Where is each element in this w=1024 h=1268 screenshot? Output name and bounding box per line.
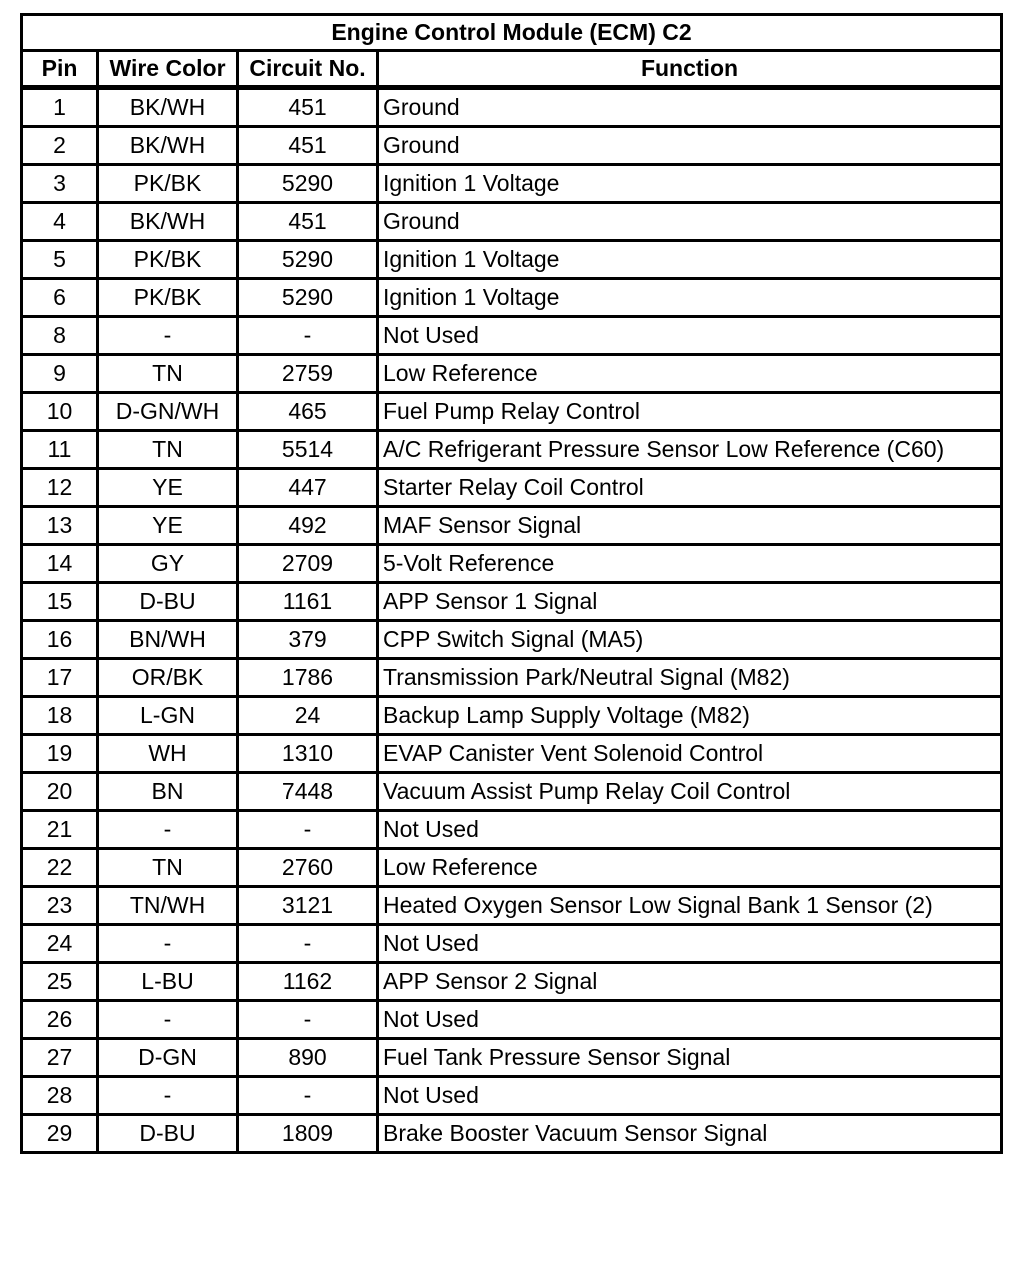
cell-pin: 20 (22, 773, 98, 811)
table-row (22, 279, 1002, 317)
table-row (22, 545, 1002, 583)
cell-pin: 10 (22, 393, 98, 431)
cell-wire-color: PK/BK (98, 279, 238, 317)
table-title: Engine Control Module (ECM) C2 (22, 15, 1002, 51)
cell-wire-color: D-BU (98, 583, 238, 621)
table-row (22, 1001, 1002, 1039)
cell-function: Not Used (378, 317, 1002, 355)
cell-function: Not Used (378, 811, 1002, 849)
table-body (22, 88, 1002, 1153)
cell-circuit-no: 5290 (238, 165, 378, 203)
cell-function: Fuel Pump Relay Control (378, 393, 1002, 431)
cell-pin: 5 (22, 241, 98, 279)
cell-wire-color: TN (98, 849, 238, 887)
cell-function: Backup Lamp Supply Voltage (M82) (378, 697, 1002, 735)
cell-pin: 8 (22, 317, 98, 355)
cell-pin: 2 (22, 127, 98, 165)
cell-wire-color: BK/WH (98, 203, 238, 241)
cell-function: 5-Volt Reference (378, 545, 1002, 583)
cell-pin: 21 (22, 811, 98, 849)
cell-function: Ground (378, 203, 1002, 241)
table-row (22, 963, 1002, 1001)
cell-pin: 4 (22, 203, 98, 241)
cell-circuit-no: 5290 (238, 241, 378, 279)
cell-function: Vacuum Assist Pump Relay Coil Control (378, 773, 1002, 811)
table-row (22, 431, 1002, 469)
table-row (22, 887, 1002, 925)
cell-circuit-no: 465 (238, 393, 378, 431)
cell-wire-color: TN (98, 355, 238, 393)
cell-circuit-no: 1161 (238, 583, 378, 621)
cell-function: A/C Refrigerant Pressure Sensor Low Reference (C60) (378, 431, 1002, 469)
cell-wire-color: PK/BK (98, 241, 238, 279)
cell-function: CPP Switch Signal (MA5) (378, 621, 1002, 659)
column-header-circuit-no: Circuit No. (238, 51, 378, 88)
table-row (22, 1039, 1002, 1077)
table-row (22, 393, 1002, 431)
column-header-pin: Pin (22, 51, 98, 88)
table-row (22, 583, 1002, 621)
cell-function: Heated Oxygen Sensor Low Signal Bank 1 Sensor (2) (378, 887, 1002, 925)
cell-function: MAF Sensor Signal (378, 507, 1002, 545)
cell-pin: 22 (22, 849, 98, 887)
cell-circuit-no: - (238, 925, 378, 963)
cell-circuit-no: 2709 (238, 545, 378, 583)
cell-pin: 6 (22, 279, 98, 317)
table-row (22, 925, 1002, 963)
cell-function: Ignition 1 Voltage (378, 165, 1002, 203)
cell-wire-color: - (98, 811, 238, 849)
cell-wire-color: BN (98, 773, 238, 811)
cell-pin: 23 (22, 887, 98, 925)
cell-circuit-no: 1310 (238, 735, 378, 773)
table-row (22, 1115, 1002, 1153)
cell-function: Ground (378, 127, 1002, 165)
table-row (22, 735, 1002, 773)
table-row (22, 507, 1002, 545)
cell-circuit-no: 451 (238, 88, 378, 127)
cell-pin: 24 (22, 925, 98, 963)
cell-function: Starter Relay Coil Control (378, 469, 1002, 507)
table-row (22, 621, 1002, 659)
cell-circuit-no: 1162 (238, 963, 378, 1001)
cell-wire-color: BK/WH (98, 127, 238, 165)
cell-function: APP Sensor 2 Signal (378, 963, 1002, 1001)
cell-pin: 29 (22, 1115, 98, 1153)
table-row (22, 697, 1002, 735)
cell-wire-color: YE (98, 469, 238, 507)
cell-circuit-no: 447 (238, 469, 378, 507)
cell-wire-color: PK/BK (98, 165, 238, 203)
table-row (22, 773, 1002, 811)
table-row (22, 88, 1002, 127)
cell-wire-color: - (98, 1001, 238, 1039)
cell-pin: 15 (22, 583, 98, 621)
table-row (22, 127, 1002, 165)
cell-circuit-no: - (238, 811, 378, 849)
cell-wire-color: L-BU (98, 963, 238, 1001)
cell-circuit-no: 2759 (238, 355, 378, 393)
cell-circuit-no: 1809 (238, 1115, 378, 1153)
cell-pin: 28 (22, 1077, 98, 1115)
cell-circuit-no: 2760 (238, 849, 378, 887)
cell-function: Ground (378, 88, 1002, 127)
cell-wire-color: BK/WH (98, 88, 238, 127)
cell-pin: 9 (22, 355, 98, 393)
cell-function: EVAP Canister Vent Solenoid Control (378, 735, 1002, 773)
cell-pin: 27 (22, 1039, 98, 1077)
cell-pin: 12 (22, 469, 98, 507)
cell-pin: 25 (22, 963, 98, 1001)
table-row (22, 849, 1002, 887)
cell-circuit-no: 379 (238, 621, 378, 659)
cell-circuit-no: 492 (238, 507, 378, 545)
cell-circuit-no: 5514 (238, 431, 378, 469)
cell-pin: 13 (22, 507, 98, 545)
cell-pin: 17 (22, 659, 98, 697)
column-header-function: Function (378, 51, 1002, 88)
cell-wire-color: TN/WH (98, 887, 238, 925)
cell-circuit-no: 890 (238, 1039, 378, 1077)
cell-circuit-no: - (238, 1001, 378, 1039)
cell-function: Ignition 1 Voltage (378, 241, 1002, 279)
cell-function: Ignition 1 Voltage (378, 279, 1002, 317)
cell-wire-color: - (98, 1077, 238, 1115)
cell-wire-color: - (98, 317, 238, 355)
table-row (22, 241, 1002, 279)
table-row (22, 355, 1002, 393)
cell-wire-color: - (98, 925, 238, 963)
cell-function: Not Used (378, 1001, 1002, 1039)
cell-wire-color: OR/BK (98, 659, 238, 697)
column-header-wire-color: Wire Color (98, 51, 238, 88)
cell-circuit-no: 7448 (238, 773, 378, 811)
cell-circuit-no: 3121 (238, 887, 378, 925)
table-row (22, 469, 1002, 507)
cell-pin: 18 (22, 697, 98, 735)
cell-wire-color: WH (98, 735, 238, 773)
table-header-row (22, 51, 1002, 88)
cell-wire-color: GY (98, 545, 238, 583)
cell-function: Fuel Tank Pressure Sensor Signal (378, 1039, 1002, 1077)
cell-circuit-no: 451 (238, 203, 378, 241)
cell-function: APP Sensor 1 Signal (378, 583, 1002, 621)
table-row (22, 659, 1002, 697)
cell-function: Not Used (378, 925, 1002, 963)
cell-pin: 3 (22, 165, 98, 203)
cell-pin: 26 (22, 1001, 98, 1039)
cell-function: Transmission Park/Neutral Signal (M82) (378, 659, 1002, 697)
table-row (22, 811, 1002, 849)
table-row (22, 1077, 1002, 1115)
cell-wire-color: L-GN (98, 697, 238, 735)
cell-circuit-no: 24 (238, 697, 378, 735)
table-row (22, 317, 1002, 355)
cell-function: Not Used (378, 1077, 1002, 1115)
cell-wire-color: TN (98, 431, 238, 469)
cell-circuit-no: - (238, 1077, 378, 1115)
cell-pin: 14 (22, 545, 98, 583)
table-row (22, 203, 1002, 241)
cell-wire-color: YE (98, 507, 238, 545)
cell-circuit-no: 451 (238, 127, 378, 165)
table-title-row (22, 15, 1002, 51)
cell-circuit-no: 5290 (238, 279, 378, 317)
cell-pin: 19 (22, 735, 98, 773)
cell-function: Brake Booster Vacuum Sensor Signal (378, 1115, 1002, 1153)
table-row (22, 165, 1002, 203)
cell-circuit-no: 1786 (238, 659, 378, 697)
cell-function: Low Reference (378, 849, 1002, 887)
cell-wire-color: D-BU (98, 1115, 238, 1153)
cell-pin: 1 (22, 88, 98, 127)
cell-function: Low Reference (378, 355, 1002, 393)
ecm-connector-table (20, 13, 1003, 1154)
cell-wire-color: BN/WH (98, 621, 238, 659)
cell-wire-color: D-GN/WH (98, 393, 238, 431)
cell-circuit-no: - (238, 317, 378, 355)
cell-wire-color: D-GN (98, 1039, 238, 1077)
cell-pin: 16 (22, 621, 98, 659)
cell-pin: 11 (22, 431, 98, 469)
